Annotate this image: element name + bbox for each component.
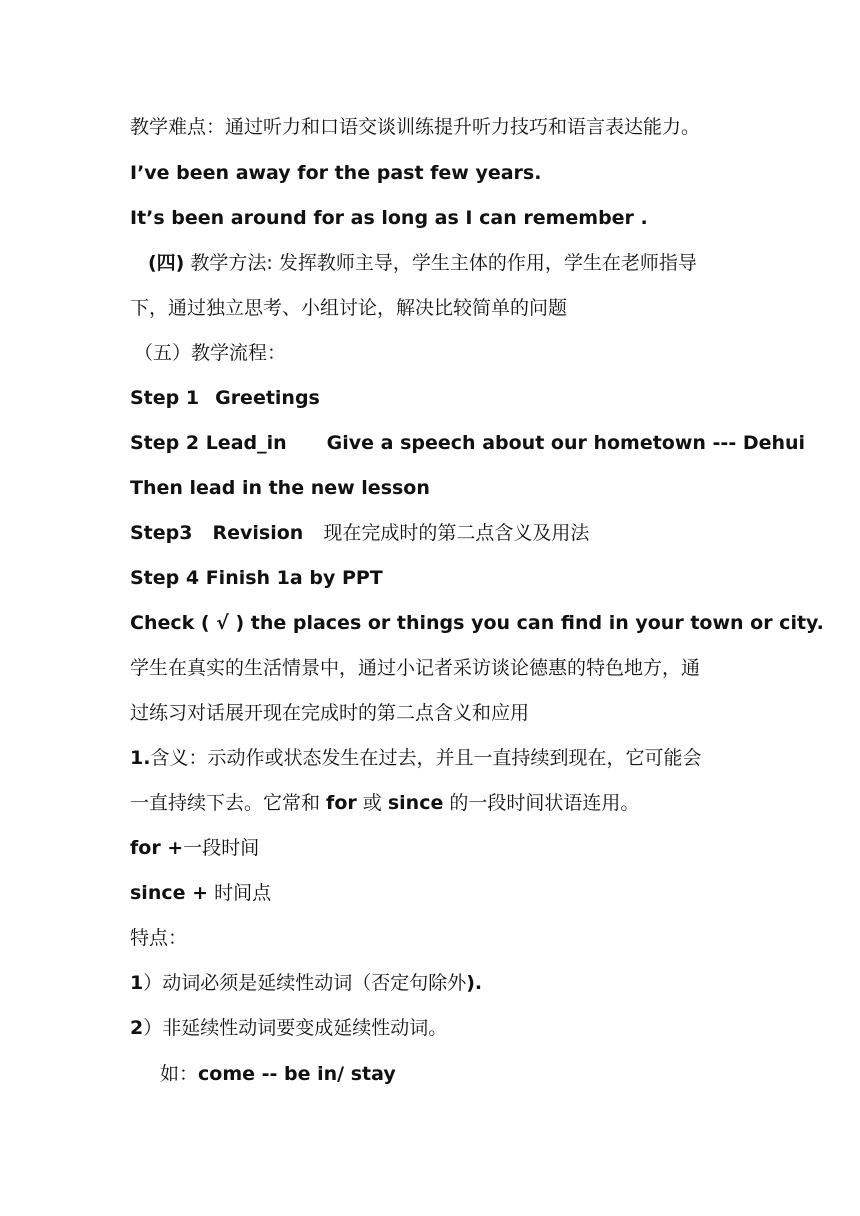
keyword-for: for <box>326 792 357 814</box>
step-2-description: Give a speech about our hometown --- Dehui <box>326 432 806 454</box>
example-sentence-1: I’ve been away for the past few years. <box>130 162 542 184</box>
step-3-description: 现在完成时的第二点含义及用法 <box>323 522 590 544</box>
feature-1-end: ). <box>466 972 483 994</box>
teaching-method-continued: 下，通过独立思考、小组讨论，解决比较简单的问题 <box>130 297 568 319</box>
step-2-line <box>130 430 805 456</box>
meaning-line <box>130 745 701 771</box>
step-4-line: Step 4 Finish 1a by PPT <box>130 567 383 589</box>
example-sentence-2: It’s been around for as long as I can remember . <box>130 207 648 229</box>
step-1-label: Step 1 <box>130 387 200 409</box>
for-rule-text: 一段时间 <box>183 837 260 859</box>
section-four-marker: (四) <box>148 252 185 274</box>
example-prefix: 如： <box>160 1063 199 1085</box>
meaning-number: 1. <box>130 747 151 769</box>
step-3-line <box>130 520 589 546</box>
step-1-line <box>130 385 320 411</box>
example-line <box>160 1061 396 1087</box>
example-text: come -- be in/ stay <box>198 1063 396 1085</box>
activity-description-line: 学生在真实的生活情景中，通过小记者采访谈论德惠的特色地方，通 <box>130 657 701 679</box>
meaning-continued-line <box>130 790 639 816</box>
for-rule-line <box>130 835 259 861</box>
teaching-process-heading: （五）教学流程： <box>134 342 287 364</box>
since-rule-line <box>130 880 271 906</box>
activity-description-continued: 过练习对话展开现在完成时的第二点含义和应用 <box>130 702 530 724</box>
meaning-continued-text-1: 一直持续下去。它常和 <box>130 792 327 814</box>
for-rule-keyword: for + <box>130 837 184 859</box>
lead-in-line: Then lead in the new lesson <box>130 477 430 499</box>
since-rule-text: 时间点 <box>208 882 272 904</box>
feature-1-line <box>130 970 482 996</box>
step-3-label: Step3 <box>130 522 193 544</box>
check-instruction-line: Check ( √ ) the places or things you can find in your town or city. <box>130 612 824 634</box>
feature-2-text: ）非延续性动词要变成延续性动词。 <box>143 1017 448 1039</box>
feature-1-number: 1 <box>130 972 144 994</box>
step-2-label: Step 2 Lead_in <box>130 432 287 454</box>
meaning-continued-text-3: 的一段时间状语连用。 <box>443 792 640 814</box>
teaching-difficulty-text: 教学难点：通过听力和口语交谈训练提升听力技巧和语言表达能力。 <box>130 116 701 138</box>
teaching-method-text: 教学方法: 发挥教师主导，学生主体的作用，学生在老师指导 <box>184 252 697 274</box>
step-3-title: Revision <box>212 522 304 544</box>
feature-1-text: ）动词必须是延续性动词（否定句除外 <box>143 972 467 994</box>
teaching-difficulty-line <box>130 114 700 140</box>
meaning-continued-text-2: 或 <box>356 792 388 814</box>
feature-2-number: 2 <box>130 1017 144 1039</box>
feature-2-line <box>130 1015 447 1041</box>
teaching-method-line <box>148 250 697 276</box>
step-1-title: Greetings <box>215 387 320 409</box>
features-heading: 特点： <box>130 927 188 949</box>
keyword-since: since <box>387 792 444 814</box>
meaning-text: 含义：示动作或状态发生在过去，并且一直持续到现在，它可能会 <box>150 747 702 769</box>
since-rule-keyword: since + <box>130 882 209 904</box>
